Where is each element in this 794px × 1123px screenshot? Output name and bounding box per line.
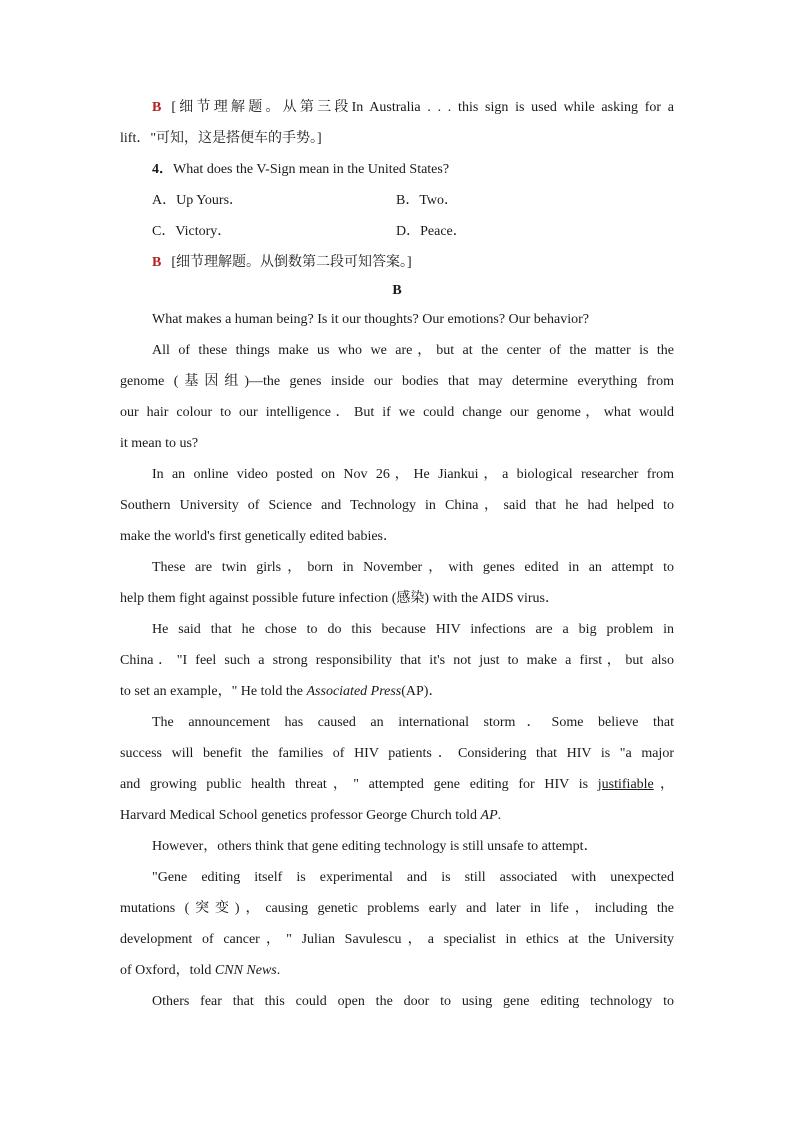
passage-p8-line-1: "Gene editing itself is experimental and is still associated with unexpected <box>152 870 674 885</box>
p6-line-4-end: . <box>497 808 502 823</box>
answer-4 <box>120 247 674 278</box>
answer-3-line-1 <box>120 92 674 123</box>
option-d: D．Peace． <box>396 224 467 239</box>
answer-3-explanation: [细节理解题。从第三段In Australia . . . this sign is used while asking for a <box>171 100 674 115</box>
p6-line-3-end: ， <box>653 777 674 792</box>
passage-p2-line-2: genome (基因组)—the genes inside our bodies that may determine everything from <box>120 374 674 389</box>
passage-p8-line-4 <box>120 955 674 986</box>
justifiable-underlined: justifiable <box>597 777 654 792</box>
passage-p4-line-2: help them fight against possible future infection (感染) with the AIDS virus． <box>120 591 559 606</box>
associated-press: Associated Press <box>306 684 402 699</box>
passage-p5-line-1: He said that he chose to do this because HIV infections are a big problem in <box>152 622 674 637</box>
passage-p6-line-4 <box>120 800 674 831</box>
passage-p3-line-2: Southern University of Science and Technology in China，said that he had helped to <box>120 498 674 513</box>
passage-p8-line-2: mutations (突变)，causing genetic problems early and later in life，including the <box>120 901 674 916</box>
option-b: B．Two． <box>396 193 459 208</box>
answer-4-explanation: [细节理解题。从倒数第二段可知答案。] <box>171 255 412 270</box>
passage-p2-line-4: it mean to us? <box>120 436 199 451</box>
question-4-options-row-2 <box>120 216 674 247</box>
passage-p2-line-3: our hair colour to our intelligence．But if we could change our genome，what would <box>120 405 674 420</box>
passage-p7: However，others think that gene editing technology is still unsafe to attempt． <box>152 839 598 854</box>
passage-p5-line-2: China．"I feel such a strong responsibility that it's not just to make a first，but also <box>120 653 674 668</box>
passage-p2-line-1: All of these things make us who we are，but at the center of the matter is the <box>152 343 674 358</box>
cnn-news: CNN News <box>214 963 277 978</box>
question-4-number: 4． <box>152 162 173 177</box>
passage-p9-line-1: Others fear that this could open the door to using gene editing technology to <box>152 994 674 1009</box>
ap-italic: AP <box>480 808 498 823</box>
answer-3-explanation-cont: lift．"可知，这是搭便车的手势。] <box>120 131 322 146</box>
passage-p6-line-1: The announcement has caused an international storm．Some believe that <box>152 715 674 730</box>
question-4-options-row-1 <box>120 185 674 216</box>
answer-4-letter: B <box>152 255 162 270</box>
section-b-heading: B <box>392 283 402 298</box>
answer-3-line-2 <box>120 123 674 154</box>
passage-p6-line-3 <box>120 769 674 800</box>
option-a: A．Up Yours． <box>152 193 244 208</box>
p6-line-4-text: Harvard Medical School genetics professor George Church told <box>120 808 481 823</box>
passage-p4-line-1: These are twin girls，born in November，with genes edited in an attempt to <box>152 560 674 575</box>
passage-p8-line-3: development of cancer，" Julian Savulescu，a specialist in ethics at the University <box>120 932 674 947</box>
document-page <box>120 92 674 1017</box>
p8-line-4-text: of Oxford，told <box>120 963 215 978</box>
question-4-text: What does the V-Sign mean in the United States? <box>173 162 450 177</box>
p5-line-3-end: (AP)． <box>401 684 443 699</box>
passage-p3-line-3: make the world's first genetically edited babies． <box>120 529 397 544</box>
question-4 <box>120 154 674 185</box>
passage-p3-line-1: In an online video posted on Nov 26，He Jiankui，a biological researcher from <box>152 467 674 482</box>
p6-line-3-text: and growing public health threat，" attempted gene editing for HIV is <box>120 777 598 792</box>
p5-line-3-text: to set an example，" He told the <box>120 684 307 699</box>
option-c: C．Victory． <box>152 224 232 239</box>
answer-3-letter: B <box>152 100 162 115</box>
passage-p6-line-2: success will benefit the families of HIV patients．Considering that HIV is "a major <box>120 746 674 761</box>
passage-p1: What makes a human being? Is it our thoughts? Our emotions? Our behavior? <box>152 312 589 327</box>
passage-p5-line-3 <box>120 676 674 707</box>
p8-line-4-end: . <box>276 963 281 978</box>
